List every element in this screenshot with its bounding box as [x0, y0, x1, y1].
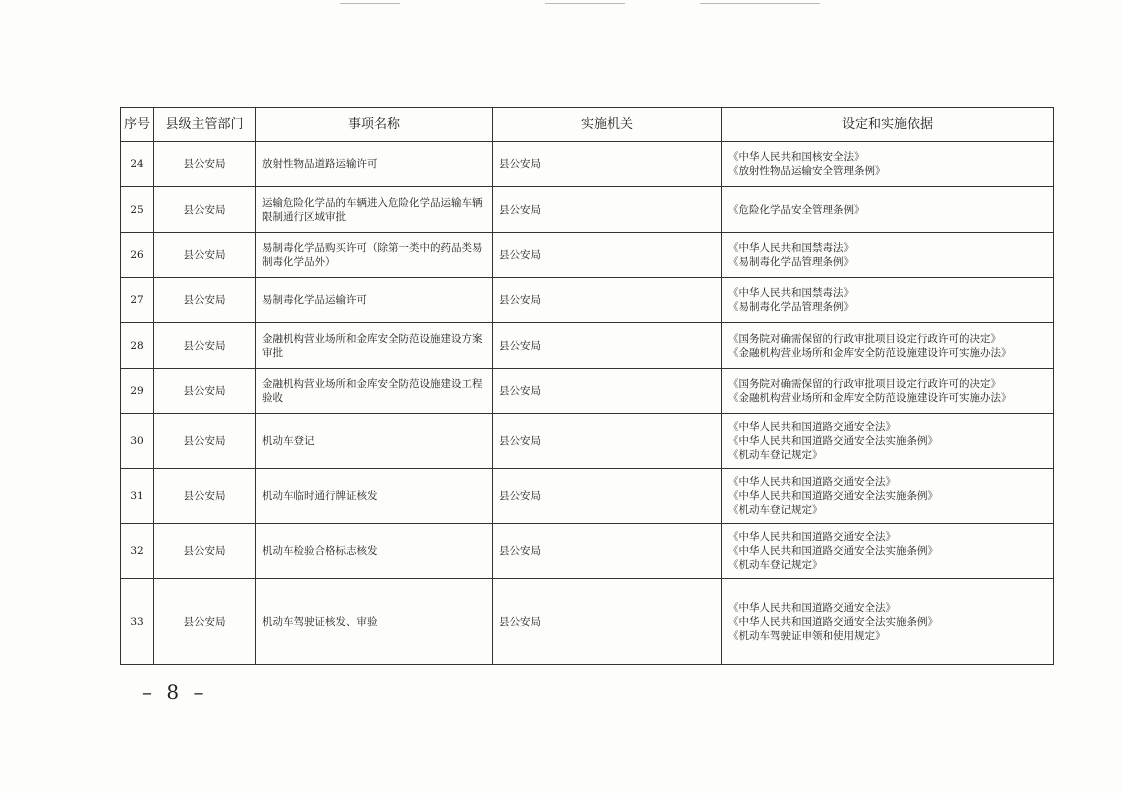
cell-implementing-agency: 县公安局 [493, 323, 722, 369]
cell-item-name: 机动车登记 [256, 414, 493, 469]
legal-basis-line: 《中华人民共和国道路交通安全法》 [728, 476, 896, 488]
legal-basis-line: 《中华人民共和国道路交通安全法实施条例》 [728, 545, 938, 557]
table-row [121, 469, 1054, 524]
cell-legal-basis [722, 524, 1054, 579]
cell-serial-number: 27 [121, 278, 154, 323]
legal-basis-line: 《中华人民共和国道路交通安全法》 [728, 531, 896, 543]
header-serial-number: 序号 [121, 108, 154, 142]
cell-serial-number: 29 [121, 369, 154, 414]
table-row [121, 187, 1054, 233]
cell-item-name: 金融机构营业场所和金库安全防范设施建设工程验收 [256, 369, 493, 414]
header-item-name: 事项名称 [256, 108, 493, 142]
cell-item-name: 易制毒化学品购买许可（除第一类中的药品类易制毒化学品外） [256, 233, 493, 278]
cell-serial-number: 26 [121, 233, 154, 278]
cell-serial-number: 28 [121, 323, 154, 369]
cell-item-name: 机动车检验合格标志核发 [256, 524, 493, 579]
table-row [121, 233, 1054, 278]
cell-department: 县公安局 [154, 323, 256, 369]
cell-legal-basis [722, 469, 1054, 524]
table-header-row [121, 108, 1054, 142]
cell-department: 县公安局 [154, 369, 256, 414]
table-row [121, 278, 1054, 323]
legal-basis-line: 《中华人民共和国核安全法》 [728, 151, 865, 163]
cell-implementing-agency: 县公安局 [493, 187, 722, 233]
cell-department: 县公安局 [154, 278, 256, 323]
cell-serial-number: 31 [121, 469, 154, 524]
scan-artifact-line [545, 3, 625, 4]
legal-basis-line: 《中华人民共和国禁毒法》 [728, 287, 854, 299]
legal-basis-line: 《中华人民共和国道路交通安全法实施条例》 [728, 490, 938, 502]
cell-legal-basis [722, 142, 1054, 187]
table-row [121, 323, 1054, 369]
cell-item-name: 机动车临时通行牌证核发 [256, 469, 493, 524]
cell-department: 县公安局 [154, 524, 256, 579]
cell-department: 县公安局 [154, 414, 256, 469]
cell-item-name: 机动车驾驶证核发、审验 [256, 579, 493, 665]
cell-department: 县公安局 [154, 469, 256, 524]
cell-implementing-agency: 县公安局 [493, 579, 722, 665]
legal-basis-line: 《机动车登记规定》 [728, 559, 823, 571]
cell-item-name: 运输危险化学品的车辆进入危险化学品运输车辆限制通行区域审批 [256, 187, 493, 233]
legal-basis-line: 《金融机构营业场所和金库安全防范设施建设许可实施办法》 [728, 392, 1012, 404]
cell-serial-number: 30 [121, 414, 154, 469]
cell-department: 县公安局 [154, 142, 256, 187]
cell-item-name: 金融机构营业场所和金库安全防范设施建设方案审批 [256, 323, 493, 369]
legal-basis-line: 《放射性物品运输安全管理条例》 [728, 165, 886, 177]
cell-legal-basis [722, 414, 1054, 469]
legal-basis-line: 《机动车驾驶证申领和使用规定》 [728, 629, 886, 642]
legal-basis-line: 《中华人民共和国道路交通安全法实施条例》 [728, 615, 938, 628]
cell-legal-basis [722, 278, 1054, 323]
cell-legal-basis [722, 187, 1054, 233]
legal-basis-line: 《中华人民共和国道路交通安全法》 [728, 601, 896, 614]
cell-implementing-agency: 县公安局 [493, 369, 722, 414]
table-row [121, 414, 1054, 469]
cell-legal-basis [722, 233, 1054, 278]
legal-basis-line: 《易制毒化学品管理条例》 [728, 256, 854, 268]
legal-basis-line: 《机动车登记规定》 [728, 504, 823, 516]
table-row [121, 369, 1054, 414]
cell-implementing-agency: 县公安局 [493, 278, 722, 323]
page-number: – 8 – [142, 680, 208, 704]
cell-implementing-agency: 县公安局 [493, 414, 722, 469]
legal-basis-line: 《易制毒化学品管理条例》 [728, 301, 854, 313]
cell-implementing-agency: 县公安局 [493, 524, 722, 579]
cell-department: 县公安局 [154, 187, 256, 233]
scan-artifact-line [340, 3, 400, 4]
cell-legal-basis [722, 323, 1054, 369]
header-implementing-agency: 实施机关 [493, 108, 722, 142]
cell-item-name: 放射性物品道路运输许可 [256, 142, 493, 187]
legal-basis-line: 《中华人民共和国道路交通安全法》 [728, 421, 896, 433]
legal-basis-line: 《中华人民共和国道路交通安全法实施条例》 [728, 435, 938, 447]
cell-implementing-agency: 县公安局 [493, 469, 722, 524]
legal-basis-line: 《国务院对确需保留的行政审批项目设定行政许可的决定》 [728, 332, 1001, 345]
table-row [121, 142, 1054, 187]
cell-serial-number: 24 [121, 142, 154, 187]
legal-basis-line: 《危险化学品安全管理条例》 [728, 203, 865, 216]
legal-basis-line: 《国务院对确需保留的行政审批项目设定行政许可的决定》 [728, 378, 1001, 390]
cell-legal-basis [722, 579, 1054, 665]
cell-serial-number: 25 [121, 187, 154, 233]
header-department: 县级主管部门 [154, 108, 256, 142]
cell-item-name: 易制毒化学品运输许可 [256, 278, 493, 323]
header-legal-basis: 设定和实施依据 [722, 108, 1054, 142]
cell-implementing-agency: 县公安局 [493, 233, 722, 278]
cell-serial-number: 32 [121, 524, 154, 579]
legal-basis-line: 《中华人民共和国禁毒法》 [728, 242, 854, 254]
legal-basis-line: 《机动车登记规定》 [728, 449, 823, 461]
licensing-items-table [120, 107, 1054, 665]
cell-implementing-agency: 县公安局 [493, 142, 722, 187]
cell-department: 县公安局 [154, 579, 256, 665]
cell-department: 县公安局 [154, 233, 256, 278]
legal-basis-line: 《金融机构营业场所和金库安全防范设施建设许可实施办法》 [728, 346, 1012, 359]
cell-legal-basis [722, 369, 1054, 414]
scan-artifact-line [700, 3, 820, 4]
table-row [121, 524, 1054, 579]
cell-serial-number: 33 [121, 579, 154, 665]
table-row [121, 579, 1054, 665]
